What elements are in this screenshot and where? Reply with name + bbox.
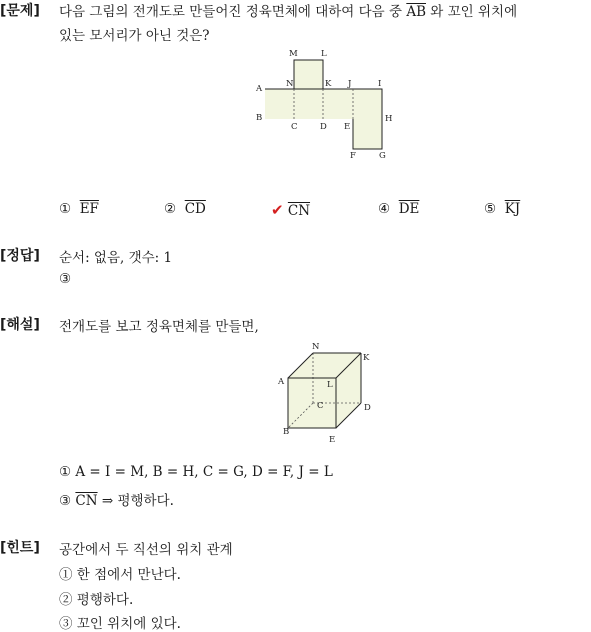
choice-1[interactable] <box>59 201 99 217</box>
cube-net-figure <box>250 46 400 164</box>
net-label-m: M <box>289 49 298 59</box>
explanation-line3 <box>59 489 174 509</box>
net-label-h: H <box>385 114 393 124</box>
explanation-number: ③ <box>59 493 76 509</box>
net-label-g: G <box>379 151 386 161</box>
cube-figure <box>276 340 376 446</box>
net-label-i: I <box>378 79 382 89</box>
answer-tag: [정답] <box>0 248 40 264</box>
problem-text-line2: 있는 모서리가 아닌 것은? <box>59 28 210 44</box>
hint-tag: [힌트] <box>0 540 40 556</box>
hint-line1: 공간에서 두 직선의 위치 관계 <box>59 542 233 558</box>
choice-2[interactable] <box>164 201 206 217</box>
net-label-b: B <box>256 113 263 123</box>
choice-segment: $\overline{CD}$ <box>184 201 206 217</box>
cube-label-l: L <box>327 380 333 390</box>
choice-segment: $\overline{DE}$ <box>398 201 420 217</box>
net-label-l: L <box>321 49 327 59</box>
segment-ab: $\overline{AB}$ <box>406 4 426 20</box>
net-label-n: N <box>286 79 294 89</box>
problem-tag: [문제] <box>0 3 40 19</box>
explanation-tag: [해설] <box>0 317 40 333</box>
choice-number: ⑤ <box>484 201 497 217</box>
problem-text-line1 <box>59 0 517 20</box>
net-label-k: K <box>325 79 332 89</box>
hint-line2: ① 한 점에서 만난다. <box>59 567 181 583</box>
explanation-text-part: ⇒ 평행하다. <box>97 493 174 509</box>
choice-5[interactable] <box>484 201 520 217</box>
choice-4[interactable] <box>378 201 419 217</box>
answer-line1: 순서: 없음, 갯수: 1 <box>59 250 173 266</box>
choice-segment: $\overline{CN}$ <box>287 203 311 219</box>
problem-text-part: 다음 그림의 전개도로 만들어진 정육면체에 대하여 다음 중 <box>59 4 407 20</box>
answer-line2: ③ <box>59 271 72 287</box>
hint-line4: ③ 꼬인 위치에 있다. <box>59 616 181 632</box>
net-label-f: F <box>350 151 356 161</box>
cube-label-e: E <box>329 435 336 445</box>
cube-label-b: B <box>283 427 290 437</box>
net-label-j: J <box>348 79 352 89</box>
choice-segment: $\overline{KJ}$ <box>504 201 521 217</box>
choice-number: ① <box>59 201 72 217</box>
cube-label-d: D <box>364 403 371 413</box>
cube-label-n: N <box>312 342 320 352</box>
net-label-e: E <box>344 122 351 132</box>
net-label-c: C <box>291 122 298 132</box>
problem-text-part: 와 꼬인 위치에 <box>426 4 518 20</box>
cube-label-c: C <box>317 401 324 411</box>
choice-number: ② <box>164 201 177 217</box>
choice-3[interactable] <box>271 201 310 219</box>
checkmark-icon: ✔ <box>271 201 284 219</box>
segment-cn: $\overline{CN}$ <box>75 493 98 509</box>
choice-number: ④ <box>378 201 391 217</box>
explanation-line2: ① A = I = M, B = H, C = G, D = F, J = L <box>59 464 333 480</box>
choice-segment: $\overline{EF}$ <box>79 201 99 217</box>
hint-line3: ② 평행하다. <box>59 592 134 608</box>
net-label-a: A <box>256 84 263 94</box>
cube-label-k: K <box>363 353 370 363</box>
cube-label-a: A <box>278 377 285 387</box>
explanation-line1: 전개도를 보고 정육면체를 만들면, <box>59 319 259 335</box>
net-label-d: D <box>320 122 327 132</box>
